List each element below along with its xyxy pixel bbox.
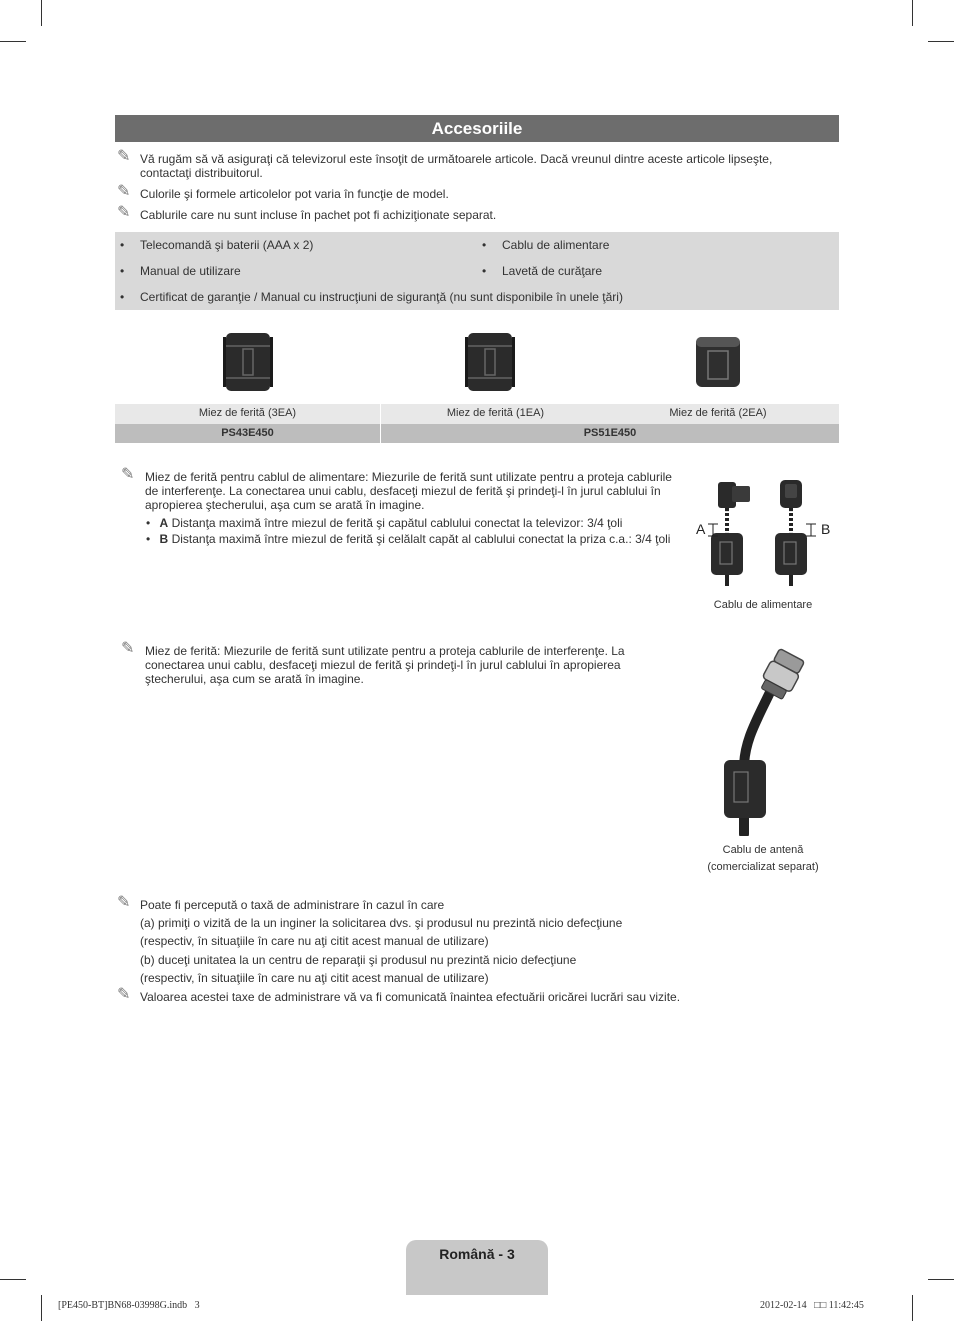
- antenna-caption: [688, 842, 838, 876]
- table-cell: PS43E450: [221, 427, 274, 439]
- note-line: de interferenţe. La conectarea unui cablu, desfaceţi miezul de ferită şi prindeţi-l în jurul cablului în: [145, 484, 661, 498]
- note-admin-fee-value: [117, 986, 837, 1004]
- accessory-label: Certificat de garanţie / Manual cu instrucţiuni de siguranţă (nu sunt disponibile în unele ţări): [140, 290, 623, 304]
- accessory-warranty: [120, 290, 623, 304]
- pencil-icon: ✎: [117, 148, 131, 165]
- crop-mark: [912, 0, 913, 26]
- accessory-remote: [120, 238, 314, 252]
- bullet: •: [120, 264, 125, 278]
- note-line: (b) duceţi unitatea la un centru de reparaţii şi produsul nu prezintă nicio defecţiune: [140, 952, 577, 967]
- crop-mark: [912, 1295, 913, 1321]
- distance-b: [146, 532, 691, 546]
- pencil-icon: ✎: [117, 204, 131, 221]
- note-line: contactaţi distribuitorul.: [140, 166, 263, 180]
- note-cables: [117, 204, 837, 222]
- note-line: ştecherului, aşa cum se arată în imagine.: [145, 672, 364, 686]
- note-line: (respectiv, în situaţiile în care nu aţi citit acest manual de utilizare): [140, 934, 489, 949]
- print-file-name: [PE450-BT]BN68-03998G.indb 3: [58, 1300, 200, 1311]
- print-date: 2012-02-14 □□ 11:42:45: [760, 1300, 864, 1311]
- antenna-caption-line: (comercializat separat): [707, 861, 819, 873]
- note-power-ferrite: [121, 466, 691, 512]
- antenna-caption-line: Cablu de antenă: [722, 844, 804, 856]
- power-cable-illustration: [694, 476, 839, 588]
- note-line: Cablurile care nu sunt incluse în pachet pot fi achiziţionate separat.: [140, 208, 497, 222]
- power-cable-caption: Cablu de alimentare: [713, 599, 813, 611]
- ferrite-core-image: [465, 331, 515, 393]
- divider: [380, 404, 381, 443]
- crop-mark: [41, 0, 42, 26]
- antenna-cable-illustration: [718, 648, 810, 836]
- pencil-icon: ✎: [121, 640, 135, 657]
- table-row: [115, 404, 839, 424]
- label-a: A: [159, 516, 169, 530]
- pencil-icon: ✎: [117, 894, 131, 911]
- ferrite-core-image: [694, 335, 742, 389]
- note-line: (respectiv, în situaţiile în care nu aţi citit acest manual de utilizare): [140, 970, 489, 985]
- bullet: •: [120, 238, 125, 252]
- table-cell: PS51E450: [583, 427, 637, 439]
- ferrite-core-image: [223, 331, 273, 393]
- note-line: Miez de ferită: Miezurile de ferită sunt utilizate pentru a proteja cablurile de interferenţe. La: [145, 644, 625, 658]
- crop-mark: [0, 41, 26, 42]
- bullet: •: [482, 238, 487, 252]
- note-line: conectarea unui cablu, desfaceţi miezul de ferită şi prindeţi-l în jurul cablului în apropierea: [145, 658, 621, 672]
- accessory-label: Manual de utilizare: [140, 264, 241, 278]
- note-line: Culorile şi formele articolelor pot varia în funcţie de model.: [140, 187, 449, 201]
- bullet: •: [146, 532, 151, 546]
- note-colors: [117, 183, 837, 201]
- note-line: Poate fi percepută o taxă de administrare în cazul în care: [140, 898, 445, 912]
- note-included-items: [117, 148, 837, 180]
- accessory-label: Cablu de alimentare: [502, 238, 610, 252]
- accessory-label: Lavetă de curăţare: [502, 264, 603, 278]
- page-number: Română - 3: [439, 1246, 515, 1262]
- table-row: [115, 424, 839, 443]
- note-admin-fee: [117, 896, 837, 987]
- distance-a: [146, 516, 691, 530]
- note-line: Vă rugăm să vă asiguraţi că televizorul este însoţit de următoarele articole. Dacă vreunul dintre aceste articole lipseşte,: [140, 152, 773, 166]
- label-b: B: [821, 521, 831, 537]
- pencil-icon: ✎: [117, 183, 131, 200]
- pencil-icon: ✎: [121, 466, 135, 483]
- accessory-manual: [120, 264, 241, 278]
- distance-a-text: Distanţa maximă între miezul de ferită şi capătul cablului conectat la televizor: 3/4 ţoli: [171, 516, 623, 530]
- accessory-power-cord: [482, 238, 610, 252]
- accessory-label: Telecomandă şi baterii (AAA x 2): [140, 238, 314, 252]
- table-cell: Miez de ferită (2EA): [669, 407, 767, 419]
- pencil-icon: ✎: [117, 986, 131, 1003]
- label-a: A: [696, 521, 706, 537]
- crop-mark: [41, 1295, 42, 1321]
- note-line: (a) primiţi o vizită de la un inginer la solicitarea dvs. şi produsul nu prezintă nicio defecţiune: [140, 916, 623, 931]
- table-cell: Miez de ferită (3EA): [198, 407, 297, 419]
- section-title: Accesoriile: [115, 115, 839, 142]
- note-line: apropierea ştecherului, aşa cum se arată în imagine.: [145, 498, 425, 512]
- crop-mark: [928, 41, 954, 42]
- note-antenna-ferrite: [121, 640, 661, 686]
- note-line: Valoarea acestei taxe de administrare vă va fi comunicată înaintea efectuării oricărei lucrări sau vizite.: [140, 990, 681, 1004]
- crop-mark: [0, 1279, 26, 1280]
- bullet: •: [482, 264, 487, 278]
- bullet: •: [146, 516, 151, 530]
- crop-mark: [928, 1279, 954, 1280]
- table-cell: Miez de ferită (1EA): [446, 407, 545, 419]
- note-line: Miez de ferită pentru cablul de alimentare: Miezurile de ferită sunt utilizate pentru a proteja cablurile: [145, 470, 672, 484]
- distance-b-text: Distanţa maximă între miezul de ferită şi celălalt capăt al cablului conectat la priza c.a.: 3/4 ţoli: [171, 532, 671, 546]
- bullet: •: [120, 290, 125, 304]
- label-b: B: [159, 532, 169, 546]
- accessory-cloth: [482, 264, 603, 278]
